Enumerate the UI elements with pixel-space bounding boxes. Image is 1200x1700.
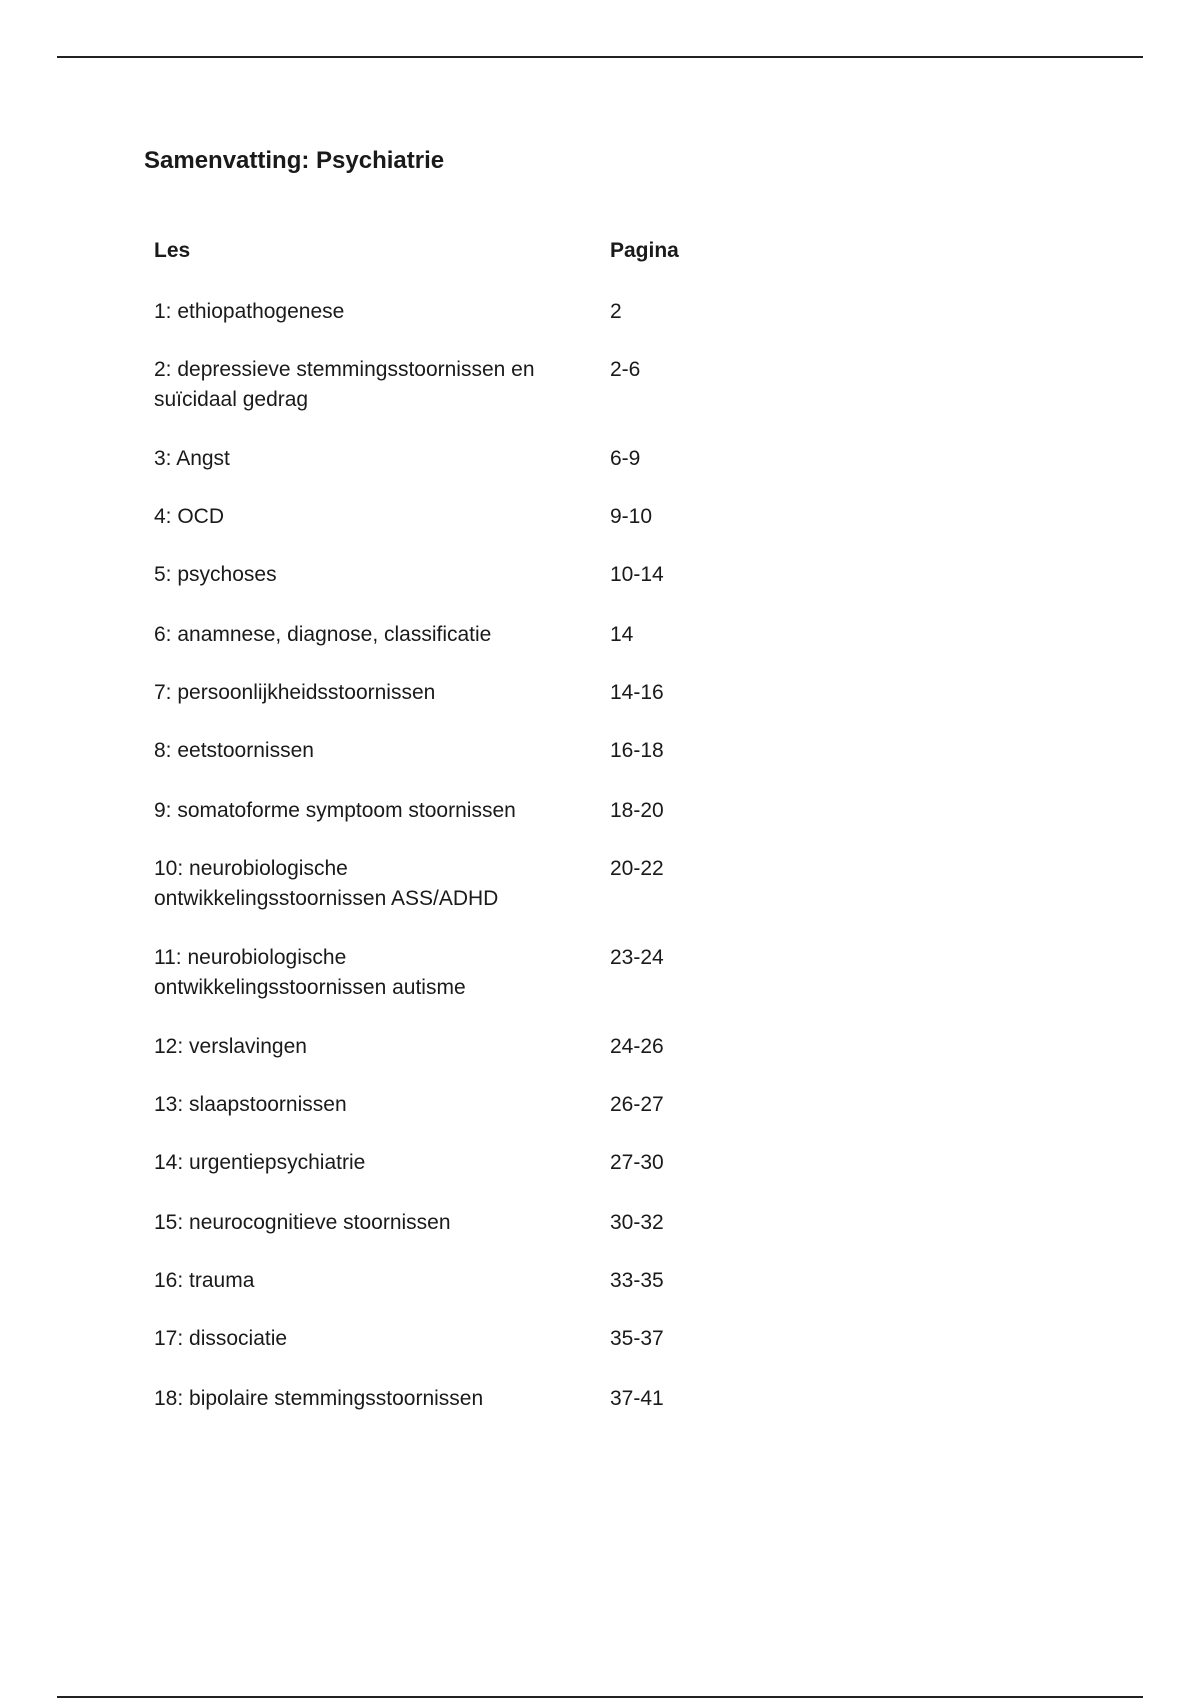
row-les: 7: persoonlijkheidsstoornissen [154, 681, 436, 704]
row-les: 15: neurocognitieve stoornissen [154, 1211, 451, 1234]
row-pagina: 2 [610, 300, 622, 323]
row-pagina: 23-24 [610, 946, 664, 969]
row-pagina: 33-35 [610, 1269, 664, 1292]
row-les: 4: OCD [154, 505, 225, 528]
row-les: 16: trauma [154, 1269, 255, 1292]
row-les: 18: bipolaire stemmingsstoornissen [154, 1387, 484, 1410]
row-les: 8: eetstoornissen [154, 739, 314, 762]
table-of-contents [154, 0, 714, 1700]
row-pagina: 27-30 [610, 1151, 664, 1174]
row-pagina: 37-41 [610, 1387, 664, 1410]
row-les: 12: verslavingen [154, 1035, 307, 1058]
row-les: 2: depressieve stemmingsstoornissen en suïcidaal gedrag [154, 358, 535, 411]
row-pagina: 30-32 [610, 1211, 664, 1234]
row-les: 6: anamnese, diagnose, classificatie [154, 623, 492, 646]
header-pagina: Pagina [610, 239, 679, 262]
row-pagina: 2-6 [610, 358, 641, 381]
row-pagina: 35-37 [610, 1327, 664, 1350]
row-pagina: 26-27 [610, 1093, 664, 1116]
row-les: 5: psychoses [154, 563, 277, 586]
row-pagina: 9-10 [610, 505, 653, 528]
row-pagina: 6-9 [610, 447, 641, 470]
footer-rule [57, 1696, 1143, 1698]
document-title: Samenvatting: Psychiatrie [144, 147, 445, 174]
row-les: 9: somatoforme symptoom stoornissen [154, 799, 516, 822]
row-pagina: 24-26 [610, 1035, 664, 1058]
row-pagina: 10-14 [610, 563, 664, 586]
row-pagina: 14 [610, 623, 634, 646]
row-pagina: 16-18 [610, 739, 664, 762]
row-les: 3: Angst [154, 447, 230, 470]
row-les: 11: neurobiologische ontwikkelingsstoornissen autisme [154, 946, 466, 999]
header-les: Les [154, 239, 191, 262]
row-les: 13: slaapstoornissen [154, 1093, 347, 1116]
row-les: 10: neurobiologische ontwikkelingsstoornissen ASS/ADHD [154, 857, 499, 910]
row-pagina: 18-20 [610, 799, 664, 822]
row-pagina: 20-22 [610, 857, 664, 880]
row-pagina: 14-16 [610, 681, 664, 704]
row-les: 14: urgentiepsychiatrie [154, 1151, 366, 1174]
row-les: 17: dissociatie [154, 1327, 288, 1350]
row-les: 1: ethiopathogenese [154, 300, 345, 323]
